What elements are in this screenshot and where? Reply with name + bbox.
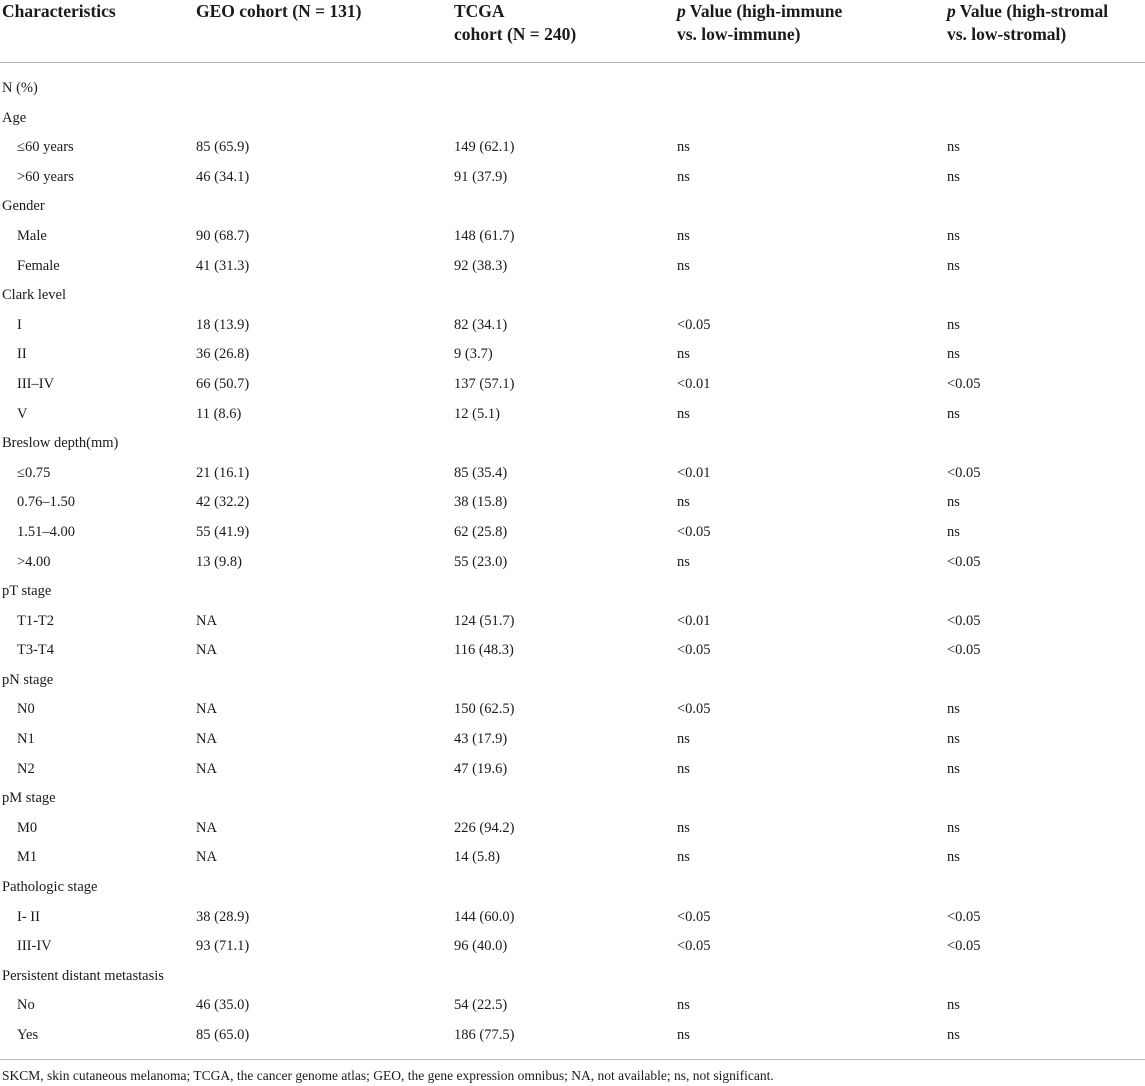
table-row	[0, 74, 1145, 104]
table-row	[0, 991, 1145, 1021]
characteristic-cell: ≤60 years	[17, 139, 74, 156]
characteristic-cell: Male	[17, 227, 47, 244]
p-stromal-cell: <0.05	[947, 375, 981, 392]
table-footnote: SKCM, skin cutaneous melanoma; TCGA, the cancer genome atlas; GEO, the gene expression omnibus; NA, not available; ns, not significant.	[2, 1068, 774, 1083]
table-row	[0, 814, 1145, 844]
header-p-stromal-line1	[947, 0, 1108, 23]
table-row	[0, 577, 1145, 607]
table-row	[0, 548, 1145, 578]
tcga-value-cell: 62 (25.8)	[454, 523, 508, 540]
table-row	[0, 488, 1145, 518]
table-row	[0, 784, 1145, 814]
characteristic-cell: I- II	[17, 908, 40, 925]
header-p-immune-line1-text: Value (high-immune	[685, 1, 843, 21]
characteristic-cell: III-IV	[17, 938, 52, 955]
p-stromal-cell: ns	[947, 494, 960, 511]
table-row	[0, 725, 1145, 755]
tcga-value-cell: 82 (34.1)	[454, 316, 508, 333]
p-stromal-cell: ns	[947, 997, 960, 1014]
table-row	[0, 755, 1145, 785]
geo-value-cell: 93 (71.1)	[196, 938, 250, 955]
geo-value-cell: 13 (9.8)	[196, 553, 242, 570]
tcga-value-cell: 47 (19.6)	[454, 760, 508, 777]
p-immune-cell: ns	[677, 139, 690, 156]
geo-value-cell: 55 (41.9)	[196, 523, 250, 540]
header-p-stromal-line2: vs. low-stromal)	[947, 24, 1067, 44]
table-row	[0, 429, 1145, 459]
p-stromal-cell: ns	[947, 405, 960, 422]
tcga-value-cell: 55 (23.0)	[454, 553, 508, 570]
table-row	[0, 222, 1145, 252]
table-row	[0, 192, 1145, 222]
footer-divider	[0, 1059, 1145, 1060]
characteristic-cell: Yes	[17, 1027, 39, 1043]
p-immune-cell: <0.05	[677, 316, 711, 333]
p-immune-cell: ns	[677, 168, 690, 185]
p-immune-cell: ns	[677, 257, 690, 274]
characteristic-cell: III–IV	[17, 375, 55, 392]
characteristic-cell: V	[17, 405, 28, 422]
characteristic-cell: N1	[17, 731, 35, 748]
geo-value-cell: 46 (35.0)	[196, 997, 250, 1014]
tcga-value-cell: 149 (62.1)	[454, 139, 515, 156]
table-row	[0, 163, 1145, 193]
geo-value-cell: NA	[196, 849, 217, 866]
tcga-value-cell: 9 (3.7)	[454, 346, 493, 363]
characteristic-cell: 0.76–1.50	[17, 494, 75, 511]
p-stromal-cell: ns	[947, 346, 960, 363]
characteristic-cell: 1.51–4.00	[17, 523, 75, 540]
characteristic-cell: Breslow depth(mm)	[2, 435, 119, 452]
p-italic: p	[677, 1, 686, 21]
table-row	[0, 607, 1145, 637]
tcga-value-cell: 43 (17.9)	[454, 731, 508, 748]
characteristic-cell: No	[17, 997, 35, 1014]
p-immune-cell: <0.01	[677, 612, 711, 629]
characteristic-cell: >60 years	[17, 168, 74, 185]
p-stromal-cell: <0.05	[947, 553, 981, 570]
characteristic-cell: II	[17, 346, 27, 363]
p-stromal-cell: <0.05	[947, 938, 981, 955]
table-row	[0, 459, 1145, 489]
geo-value-cell: 66 (50.7)	[196, 375, 250, 392]
geo-value-cell: NA	[196, 760, 217, 777]
p-stromal-cell: ns	[947, 523, 960, 540]
p-stromal-cell: ns	[947, 1027, 960, 1043]
p-immune-cell: ns	[677, 819, 690, 836]
tcga-value-cell: 144 (60.0)	[454, 908, 515, 925]
p-immune-cell: ns	[677, 346, 690, 363]
table-row	[0, 962, 1145, 992]
p-stromal-cell: ns	[947, 316, 960, 333]
tcga-value-cell: 148 (61.7)	[454, 227, 515, 244]
table-row	[0, 281, 1145, 311]
tcga-value-cell: 91 (37.9)	[454, 168, 508, 185]
p-immune-cell: ns	[677, 997, 690, 1014]
tcga-value-cell: 85 (35.4)	[454, 464, 508, 481]
characteristic-cell: M0	[17, 819, 38, 836]
table-row	[0, 252, 1145, 282]
characteristic-cell: Persistent distant metastasis	[2, 967, 164, 984]
characteristic-cell: N0	[17, 701, 35, 718]
geo-value-cell: NA	[196, 642, 217, 659]
characteristic-cell: pT stage	[2, 583, 52, 600]
table-row	[0, 1021, 1145, 1051]
table-row	[0, 695, 1145, 725]
geo-value-cell: 46 (34.1)	[196, 168, 250, 185]
geo-value-cell: NA	[196, 701, 217, 718]
table-header	[0, 0, 1145, 63]
characteristic-cell: pM stage	[2, 790, 56, 807]
characteristic-cell: Female	[17, 257, 60, 274]
p-italic: p	[947, 1, 956, 21]
tcga-value-cell: 14 (5.8)	[454, 849, 500, 866]
table-row	[0, 133, 1145, 163]
p-immune-cell: ns	[677, 1027, 690, 1043]
tcga-value-cell: 12 (5.1)	[454, 405, 500, 422]
geo-value-cell: 41 (31.3)	[196, 257, 250, 274]
geo-value-cell: 36 (26.8)	[196, 346, 250, 363]
characteristic-cell: N2	[17, 760, 35, 777]
geo-value-cell: 11 (8.6)	[196, 405, 242, 422]
table-row	[0, 873, 1145, 903]
characteristic-cell: T1-T2	[17, 612, 55, 629]
table-row	[0, 400, 1145, 430]
characteristic-cell: >4.00	[17, 553, 51, 570]
tcga-value-cell: 92 (38.3)	[454, 257, 508, 274]
table-row	[0, 311, 1145, 341]
table-row	[0, 843, 1145, 873]
tcga-value-cell: 226 (94.2)	[454, 819, 515, 836]
p-stromal-cell: <0.05	[947, 908, 981, 925]
characteristic-cell: Clark level	[2, 287, 67, 304]
tcga-value-cell: 116 (48.3)	[454, 642, 514, 659]
header-p-immune-line1	[677, 0, 842, 23]
table-row	[0, 370, 1145, 400]
p-stromal-cell: ns	[947, 227, 960, 244]
p-stromal-cell: ns	[947, 701, 960, 718]
p-immune-cell: ns	[677, 227, 690, 244]
tcga-value-cell: 38 (15.8)	[454, 494, 508, 511]
table-row	[0, 666, 1145, 696]
header-geo-cohort: GEO cohort (N = 131)	[196, 1, 362, 21]
header-p-immune-line2: vs. low-immune)	[677, 24, 801, 44]
p-stromal-cell: ns	[947, 849, 960, 866]
table-row	[0, 340, 1145, 370]
p-immune-cell: <0.05	[677, 523, 711, 540]
p-stromal-cell: ns	[947, 139, 960, 156]
characteristic-cell: N (%)	[2, 80, 38, 96]
p-stromal-cell: ns	[947, 168, 960, 185]
geo-value-cell: 21 (16.1)	[196, 464, 250, 481]
p-immune-cell: ns	[677, 731, 690, 748]
p-stromal-cell: <0.05	[947, 612, 981, 629]
tcga-value-cell: 96 (40.0)	[454, 938, 508, 955]
geo-value-cell: 85 (65.0)	[196, 1027, 250, 1043]
characteristic-cell: Age	[2, 109, 27, 126]
geo-value-cell: NA	[196, 612, 217, 629]
geo-value-cell: 18 (13.9)	[196, 316, 250, 333]
table-row	[0, 932, 1145, 962]
p-immune-cell: <0.01	[677, 375, 711, 392]
characteristic-cell: T3-T4	[17, 642, 55, 659]
header-tcga-line1: TCGA	[454, 1, 505, 21]
tcga-value-cell: 186 (77.5)	[454, 1027, 515, 1043]
table-body	[0, 74, 1145, 1051]
geo-value-cell: 38 (28.9)	[196, 908, 250, 925]
header-tcga-line2: cohort (N = 240)	[454, 24, 577, 44]
characteristic-cell: ≤0.75	[17, 464, 51, 481]
geo-value-cell: NA	[196, 819, 217, 836]
p-stromal-cell: <0.05	[947, 464, 981, 481]
p-stromal-cell: ns	[947, 819, 960, 836]
header-p-stromal-line1-text: Value (high-stromal	[955, 1, 1109, 21]
geo-value-cell: NA	[196, 731, 217, 748]
tcga-value-cell: 137 (57.1)	[454, 375, 515, 392]
tcga-value-cell: 150 (62.5)	[454, 701, 515, 718]
p-immune-cell: <0.05	[677, 642, 711, 659]
p-immune-cell: ns	[677, 553, 690, 570]
p-immune-cell: ns	[677, 405, 690, 422]
p-immune-cell: <0.05	[677, 908, 711, 925]
table-row	[0, 104, 1145, 134]
p-stromal-cell: <0.05	[947, 642, 981, 659]
p-immune-cell: ns	[677, 849, 690, 866]
tcga-value-cell: 54 (22.5)	[454, 997, 508, 1014]
characteristic-cell: Pathologic stage	[2, 879, 98, 896]
p-stromal-cell: ns	[947, 731, 960, 748]
p-immune-cell: <0.05	[677, 938, 711, 955]
p-stromal-cell: ns	[947, 760, 960, 777]
characteristic-cell: Gender	[2, 198, 45, 215]
tcga-value-cell: 124 (51.7)	[454, 612, 515, 629]
p-immune-cell: ns	[677, 760, 690, 777]
table-row	[0, 636, 1145, 666]
header-p-immune	[677, 0, 842, 46]
characteristic-cell: pN stage	[2, 671, 54, 688]
header-characteristics: Characteristics	[2, 1, 116, 21]
geo-value-cell: 85 (65.9)	[196, 139, 250, 156]
characteristic-cell: M1	[17, 849, 38, 866]
p-stromal-cell: ns	[947, 257, 960, 274]
p-immune-cell: ns	[677, 494, 690, 511]
table-row	[0, 518, 1145, 548]
geo-value-cell: 90 (68.7)	[196, 227, 250, 244]
header-tcga-cohort	[454, 0, 576, 46]
geo-value-cell: 42 (32.2)	[196, 494, 250, 511]
table-row	[0, 903, 1145, 933]
header-p-stromal	[947, 0, 1108, 46]
characteristic-cell: I	[17, 316, 22, 333]
p-immune-cell: <0.05	[677, 701, 711, 718]
p-immune-cell: <0.01	[677, 464, 711, 481]
